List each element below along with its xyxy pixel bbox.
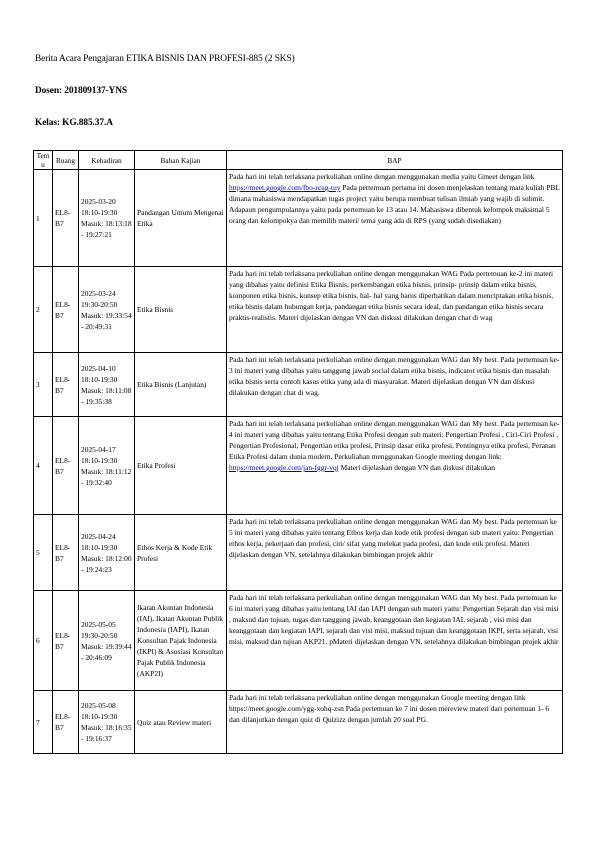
kehadiran-cell: 2025-04-10 18:10-19:30 Masuk: 18:11:08 - 19:35:38: [79, 353, 135, 417]
bap-text-continued: Materi dijelaskan dengan VN dan diskusi dilakukan: [338, 463, 495, 472]
kehadiran-cell: 2025-05-05 19:30-20:50 Masuk: 19:39:44 - 20:46:09: [79, 591, 135, 691]
kehadiran-cell: 2025-03-20 18:10-19:30 Masuk: 18:13:18 - 19:27:21: [79, 170, 135, 267]
table-row: [34, 417, 563, 515]
bap-text: Pada hari ini telah terlaksana perkuliahan online dengan menggunakan WAG dan My best. Pada pertemuan ke 5 ini materi yang dibahas yaitu tentang Ethos kerja dan kode etik profesi dengan sub materi yaitu: Pengertian ethos kerja, pekerjaan dan profesi, ciri/ sifat yang melekat pada profesi, dan kode etik profesi. Materi dijelaskan dengan VN, setelahnya dilakukan bimbingan projek akhir: [229, 517, 557, 559]
bap-cell: [227, 515, 563, 591]
bahan-kajian-cell: Ethos Kerja & Kode Etik Profesi: [135, 515, 227, 591]
meet-link[interactable]: https://meet.google.com/fbo-rcug-tuy: [229, 183, 341, 192]
bahan-kajian-cell: Pandangan Umum Mengenai Etika: [135, 170, 227, 267]
table-row: [34, 691, 563, 754]
ruang-cell: EL8-B7: [53, 353, 79, 417]
bap-cell: [227, 353, 563, 417]
bap-text: Pada hari ini telah terlaksana perkuliahan online dengan menggunakan WAG dan My best. Pada pertemuan ke-3 ini materi yang dibahas yaitu tanggung jawab social dalam etika bisnis, indicator etika bisnis dan masalah etika bisnis serta contoh kasus etika yang ada di masyarakat. Materi dijelaskan dengan VN dan diskusi dilakukan dengan chat di wag.: [229, 355, 560, 397]
temu-cell: 4: [34, 417, 53, 515]
kehadiran-cell: 2025-04-17 18:10-19:30 Masuk: 18:11:12 - 19:32:40: [79, 417, 135, 515]
bap-cell: [227, 591, 563, 691]
kelas-label: Kelas: KG.885.37.A: [35, 118, 113, 128]
ruang-cell: EL8-B7: [53, 591, 79, 691]
col-header-kehadiran: Kehadiran: [79, 151, 135, 170]
bap-cell: [227, 267, 563, 353]
table-row: [34, 170, 563, 267]
title-prefix: Berita Acara Pengajaran: [35, 54, 124, 64]
table-header-row: [34, 151, 563, 170]
bap-cell: [227, 691, 563, 754]
col-header-ruang: Ruang: [53, 151, 79, 170]
temu-cell: 3: [34, 353, 53, 417]
bap-table: [33, 150, 563, 754]
bap-cell: [227, 417, 563, 515]
bahan-kajian-cell: Ikatan Akuntan Indonesia (IAI), Ikatan Akuntan Publik Indonesia (IAPI), Ikatan Konsultan Pajak Indonesia (IKPI) & Asosiasi Konsultan Pajak Publik Indonesia (AKP2I): [135, 591, 227, 691]
ruang-cell: EL8-B7: [53, 417, 79, 515]
bahan-kajian-cell: Etika Bisnis (Lanjutan): [135, 353, 227, 417]
bap-text-continued: Pada pertemuan pertama ini dosen menjelaskan tentang mata kuliah PBL dimana mahasiswa mendapatkan tugas project yaitu berupa membuat tulisan ilmiah yang wajib di submit. Adapaun pengumpulannya yaitu pada pertemuan ke 13 atau 14. Mahasiswa dibentuk kelompok maksimal 5 orang dan kelompokya dan memilih materi/ tema yang ada di RPS (yang sudah disediakan): [229, 183, 560, 225]
temu-cell: 2: [34, 267, 53, 353]
ruang-cell: EL8-B7: [53, 691, 79, 754]
table-row: [34, 267, 563, 353]
bahan-kajian-cell: Quiz atau Review materi: [135, 691, 227, 754]
bap-text: Pada hari ini telah terlaksana perkuliahan online dengan menggunakan media yaitu Gmeet dengan link: [229, 172, 535, 181]
temu-cell: 6: [34, 591, 53, 691]
temu-cell: 5: [34, 515, 53, 591]
dosen-label: Dosen: 201809137-YNS: [35, 86, 128, 96]
bap-text: Pada hari ini telah terlaksana perkuliahan online dengan menggunakan WAG dan My best. Pada pertemuan ke-4 ini materi yang dibahas yaitu tentang Etika Profesi dengan sub materi: Pengertian Profesi , Ciri-Ciri Profesi , Pengertian Profesional, Pengertian etika profesi, Prinsip dasar etika profesi, Pentingnya etika profesi, Peranan Etika Profesi dalam dunia modern. Perkuliahan menggunakan Google meeting dengan link:: [229, 419, 560, 461]
col-header-bahan-kajian: Bahan Kajian: [135, 151, 227, 170]
bap-text: Pada hari ini telah terlaksana perkuliahan online dengan menggunakan Google meeting dengan link https://meet.google.com/ygg-xohq-zsn Pada pertemuan ke 7 ini dosen mereview materi dari pertemuan 1- 6 dan dilanjutkan dengan quiz di Quizizz dengan jumlah 20 soal PG.: [229, 693, 550, 724]
title-course: ETIKA BISNIS DAN PROFESI-885 (2 SKS): [126, 54, 295, 64]
kehadiran-cell: 2025-04-24 18:10-19:30 Masuk: 18:12:00 - 19:24:23: [79, 515, 135, 591]
table-row: [34, 591, 563, 691]
temu-cell: 1: [34, 170, 53, 267]
ruang-cell: EL8-B7: [53, 267, 79, 353]
table-row: [34, 353, 563, 417]
document-title: [35, 54, 295, 64]
ruang-cell: EL8-B7: [53, 170, 79, 267]
col-header-bap: BAP: [227, 151, 563, 170]
bap-text: Pada hari ini telah terlaksana perkuliahan online dengan menggunakan WAG Pada pertemuan ke-2 ini materi yang dibahas yaitu definisi Etika Bisnis, perkembangan etika bisnis, prinsip- prinsip dalam etika bisnis, komponen etika bisnis, konsep etika bisnis, hal- hal yang harus diperhatikan dalam menciptakan etika bisnis, etika bisnis dalam hubungan kerja, pandangan etika bisnis secara ideal, dan pandangan etika bisnis secara praktis-realistis. Materi dijelaskan dengan VN dan diskusi dilakukan dengan chat di wag: [229, 269, 554, 322]
bap-text: Pada hari ini telah terlaksana perkuliahan online dengan menggunakan WAG dan My best. Pada pertemuan ke 6 ini materi yang dibahas yaitu tentang IAI dan IAPI dengan sub materi yaitu: Pengertian Sejarah dan visi misi , maksud dan tujuan, tugas dan tanggung jawab, keanggotaan dan kegiatan IAI, sejarah , visi misi dan keanggotaan dan kegiatan IAPI, sejarah dan visi misi, maksud tujuan dan keanggotaan IKPI, serta sejarah, visi misi, maksud dan tujuan AKP21. pMateri dijelaskan dengan VN, setelahnya dilakukan bimbingan projek akhir: [229, 593, 559, 646]
col-header-temu: Temu: [34, 151, 53, 170]
ruang-cell: EL8-B7: [53, 515, 79, 591]
meet-link[interactable]: https://meet.google.com/jan-fggr-vqj: [229, 463, 339, 472]
bap-cell: [227, 170, 563, 267]
temu-cell: 7: [34, 691, 53, 754]
table-row: [34, 515, 563, 591]
kehadiran-cell: 2025-03-24 19:30-20:50 Masuk: 19:33:54 - 20:49:31: [79, 267, 135, 353]
kehadiran-cell: 2025-05-08 18:10-19:30 Masuk: 18:16:35 - 19:16:37: [79, 691, 135, 754]
bahan-kajian-cell: Etika Bisnis: [135, 267, 227, 353]
bahan-kajian-cell: Etika Profesi: [135, 417, 227, 515]
